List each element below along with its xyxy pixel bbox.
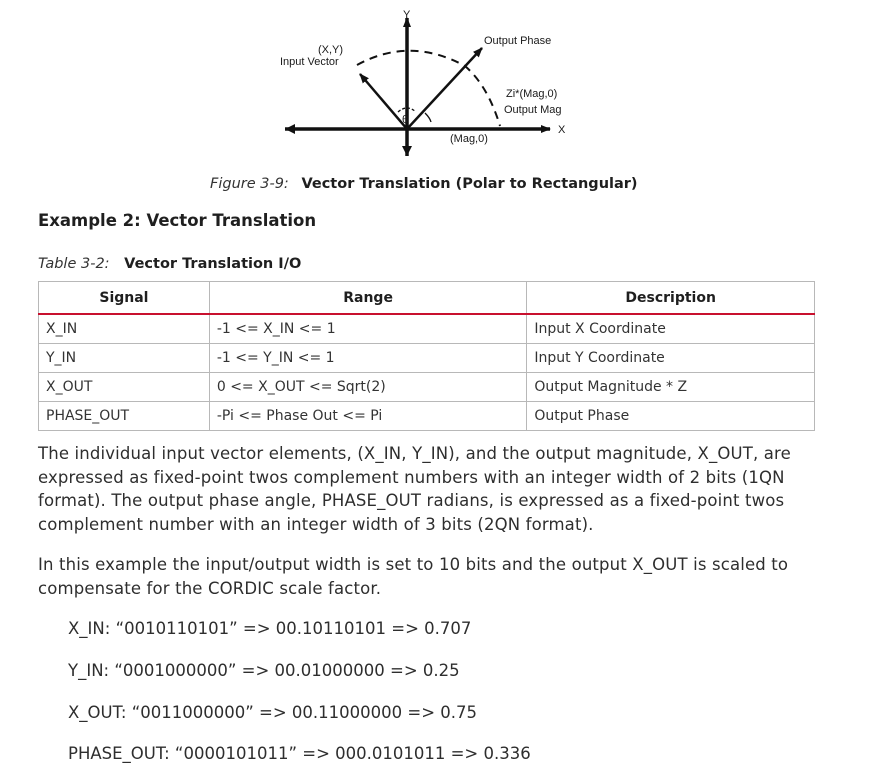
cell-range: 0 <= X_OUT <= Sqrt(2)	[209, 373, 527, 402]
cell-signal: X_IN	[39, 314, 210, 344]
magnitude-arc	[357, 51, 500, 126]
x-axis-label: X	[558, 124, 566, 136]
section-heading: Example 2: Vector Translation	[38, 211, 317, 230]
example-x-out: X_OUT: “0011000000” => 00.11000000 => 0.75	[68, 703, 478, 722]
example-y-in: Y_IN: “0001000000” => 00.01000000 => 0.25	[68, 661, 460, 680]
cell-description: Output Magnitude * Z	[527, 373, 815, 402]
y-axis-label: Y	[403, 9, 411, 21]
table-row	[39, 344, 815, 373]
table-caption-label: Table 3-2:	[38, 256, 110, 272]
mag-point-label: (Mag,0)	[450, 133, 488, 145]
table-row	[39, 373, 815, 402]
table-row	[39, 314, 815, 344]
cell-description: Output Phase	[527, 402, 815, 431]
cell-range: -1 <= X_IN <= 1	[209, 314, 527, 344]
cell-description: Input Y Coordinate	[527, 344, 815, 373]
paragraph-width-description: In this example the input/output width is set to 10 bits and the output X_OUT is scaled to compensate for the CORDIC scale factor.	[38, 555, 789, 598]
output-mag-label: Output Mag	[504, 104, 562, 116]
paragraph-format-description: The individual input vector elements, (X_IN, Y_IN), and the output magnitude, X_OUT, are expressed as fixed-point twos complement numbers with an integer width of 2 bits (1QN format). The output phase angle, PHASE_OUT radians, is expressed as a fixed-point twos complement number with an integer width of 3 bits (2QN format).	[38, 444, 791, 534]
cell-range: -Pi <= Phase Out <= Pi	[209, 402, 527, 431]
output-phase-label: Output Phase	[484, 35, 552, 47]
table-header-row	[39, 282, 815, 315]
x-axis-left-arrow	[285, 124, 295, 134]
z-mag-label: Zi*(Mag,0)	[506, 88, 558, 100]
figure-caption-label: Figure 3-9:	[210, 176, 289, 192]
cell-signal: Y_IN	[39, 344, 210, 373]
header-description: Description	[527, 282, 815, 315]
header-range: Range	[209, 282, 527, 315]
output-phase-vector	[407, 48, 482, 129]
vector-translation-diagram	[270, 6, 600, 166]
figure-caption-title: Vector Translation (Polar to Rectangular)	[301, 176, 638, 192]
example-x-in: X_IN: “0010110101” => 00.10110101 => 0.707	[68, 619, 472, 638]
table-row	[39, 402, 815, 431]
input-vector	[360, 74, 407, 129]
example-phase-out: PHASE_OUT: “0000101011” => 000.0101011 => 0.336	[68, 744, 531, 763]
input-vector-label: Input Vector	[280, 56, 339, 68]
figure-caption	[210, 176, 638, 192]
table-caption	[38, 256, 301, 272]
input-vector-coord-label: (X,Y)	[318, 44, 344, 56]
y-axis-bottom-arrow	[402, 146, 412, 156]
cell-description: Input X Coordinate	[527, 314, 815, 344]
cell-range: -1 <= Y_IN <= 1	[209, 344, 527, 373]
vector-translation-io-table	[38, 281, 815, 431]
table-caption-title: Vector Translation I/O	[124, 256, 302, 272]
cell-signal: X_OUT	[39, 373, 210, 402]
theta-label: θ	[402, 114, 409, 126]
theta-arc-2	[425, 113, 431, 122]
cell-signal: PHASE_OUT	[39, 402, 210, 431]
header-signal: Signal	[39, 282, 210, 315]
